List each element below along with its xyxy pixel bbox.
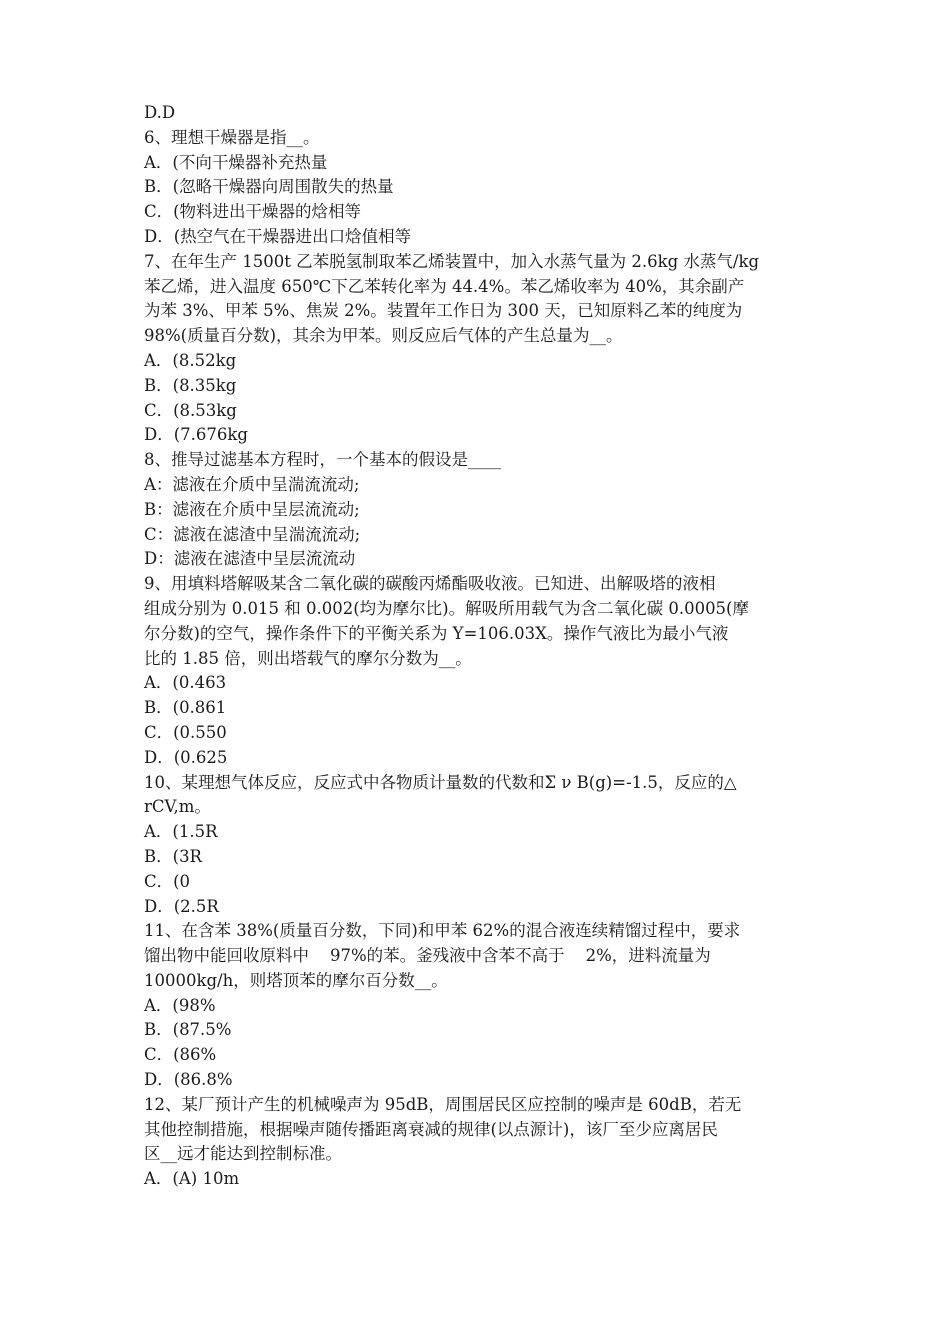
option-line: C．(0.550 [144,722,227,742]
option-line: A．(0.463 [144,673,227,693]
question-9-stem-cont: 尔分数)的空气，操作条件下的平衡关系为 Y=106.03X。操作气液比为最小气液 [144,623,729,643]
option-line: C．(8.53kg [144,400,237,420]
question-12-stem-cont: 区__远才能达到控制标准。 [144,1144,342,1164]
option-line: C．(物料进出干燥器的焓相等 [144,202,362,222]
option-line: D：滤液在滤渣中呈层流流动 [144,549,356,569]
option-line: D．(2.5R [144,896,219,916]
option-line: D．(0.625 [144,747,228,767]
question-7-stem: 7、在年生产 1500t 乙苯脱氢制取苯乙烯装置中，加入水蒸气量为 2.6kg 水蒸气/kg [144,251,760,271]
question-10-stem-cont: rCV,m。 [144,797,211,817]
question-7-stem-cont: 98%(质量百分数)，其余为甲苯。则反应后气体的产生总量为__。 [144,326,623,346]
question-12-stem: 12、某厂预计产生的机械噪声为 95dB，周围居民区应控制的噪声是 60dB，若无 [144,1094,742,1114]
option-line: A．(不向干燥器补充热量 [144,152,328,172]
option-line: B．(忽略干燥器向周围散失的热量 [144,177,394,197]
option-line: B：滤液在介质中呈层流流动; [144,499,360,519]
option-line: A．(1.5R [144,822,218,842]
option-line: B．(87.5% [144,1020,232,1040]
question-9-stem-cont: 组成分别为 0.015 和 0.002(均为摩尔比)。解吸所用载气为含二氧化碳 0.0005(摩 [144,598,749,618]
option-line: C．(0 [144,871,191,891]
question-8-stem: 8、推导过滤基本方程时，一个基本的假设是____ [144,450,501,470]
option-line: A．(A) 10m [144,1169,240,1189]
option-line: D．(86.8% [144,1070,233,1090]
question-9-stem: 9、用填料塔解吸某含二氧化碳的碳酸丙烯酯吸收液。已知进、出解吸塔的液相 [144,574,716,594]
question-11-stem: 11、在含苯 38%(质量百分数，下同)和甲苯 62%的混合液连续精馏过程中，要求 [144,921,741,941]
option-line: B．(0.861 [144,698,227,718]
document-body [144,101,810,1192]
option-line: C：滤液在滤渣中呈湍流流动; [144,524,361,544]
question-12-stem-cont: 其他控制措施，根据噪声随传播距离衰减的规律(以点源计)，该厂至少应离居民 [144,1119,718,1139]
question-6-stem: 6、理想干燥器是指__。 [144,127,320,147]
option-line: A．(8.52kg [144,350,237,370]
question-10-stem: 10、某理想气体反应，反应式中各物质计量数的代数和Σ ν B(g)=-1.5，反应的△ [144,772,737,792]
question-11-stem-cont: 10000kg/h，则塔顶苯的摩尔百分数__。 [144,970,448,990]
option-line: D．(热空气在干燥器进出口焓值相等 [144,226,412,246]
option-line: B．(3R [144,846,202,866]
question-11-stem-cont: 馏出物中能回收原料中 97%的苯。釜残液中含苯不高于 2%，进料流量为 [144,946,711,966]
option-line: A：滤液在介质中呈湍流流动; [144,474,360,494]
option-line: D．(7.676kg [144,425,248,445]
question-9-stem-cont: 比的 1.85 倍，则出塔载气的摩尔分数为__。 [144,648,472,668]
option-line: B．(8.35kg [144,375,237,395]
text-line: D.D [144,103,176,122]
option-line: A．(98% [144,995,216,1015]
question-7-stem-cont: 为苯 3%、甲苯 5%、焦炭 2%。装置年工作日为 300 天，已知原料乙苯的纯度为 [144,301,743,321]
question-7-stem-cont: 苯乙烯，进入温度 650℃下乙苯转化率为 44.4%。苯乙烯收率为 40%，其余副产 [144,276,745,296]
option-line: C．(86% [144,1045,217,1065]
